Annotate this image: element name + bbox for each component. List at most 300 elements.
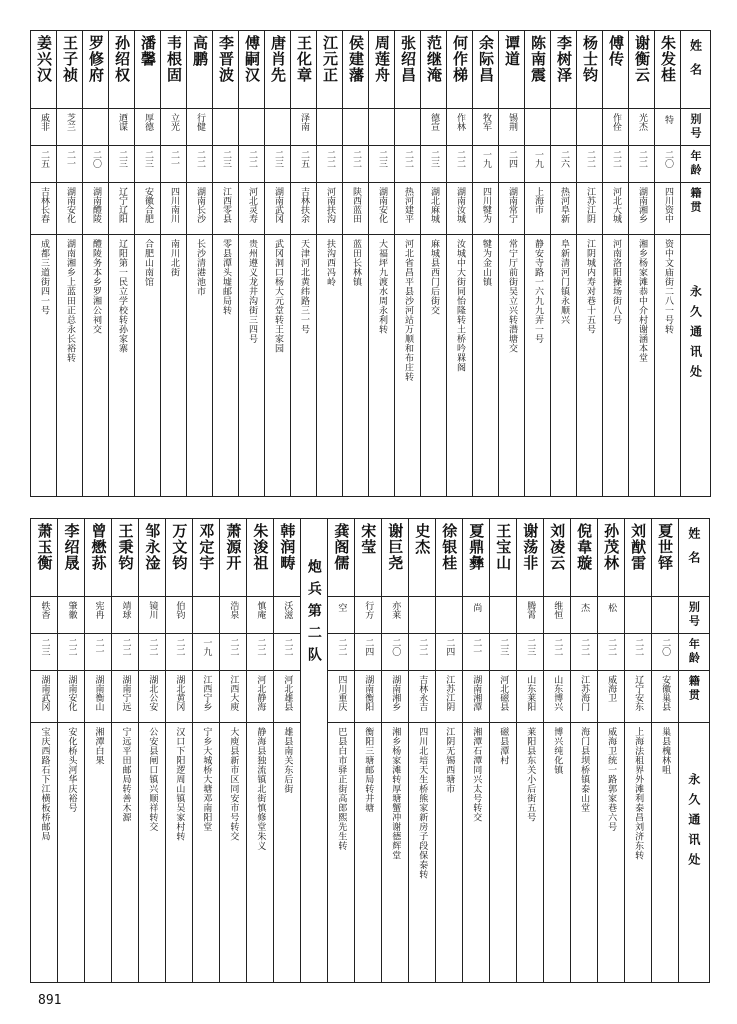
cell-address-text: 天津河北黄纬路三一号 [299,239,309,334]
cell-address-text: 江阴城内寿对巷十五号 [585,239,595,334]
header-address-text: 永久通讯处 [688,285,703,385]
cell-address [525,235,551,497]
cell-alias [327,597,354,634]
cell-alias [597,597,624,634]
cell-alias [192,597,219,634]
cell-address [138,723,165,983]
cell-alias [213,109,239,146]
cell-address [570,723,597,983]
cell-name-text: 萧玉衡 [35,523,54,571]
cell-name [473,31,499,109]
header-origin [681,183,711,235]
header-address [678,723,709,983]
cell-address [239,235,265,497]
cell-address-text: 博兴纯化镇 [552,727,563,775]
cell-address [291,235,317,497]
cell-origin [317,183,343,235]
cell-age [273,634,300,671]
cell-origin [381,671,408,723]
cell-address [213,235,239,497]
cell-origin [369,183,395,235]
cell-address-text: 四川北培天生桥熊家新房子段保泰转 [417,727,428,879]
cell-address [603,235,629,497]
cell-name-text: 陈南震 [529,35,547,83]
cell-alias [525,109,551,146]
cell-name-text: 杨士钧 [581,35,599,83]
cell-name [213,31,239,109]
cell-alias [246,597,273,634]
cell-age-text: 二二 [147,638,158,656]
cell-name-text: 曾懋荪 [89,523,108,571]
cell-age [138,634,165,671]
cell-origin-text: 辽宁安东 [633,675,644,711]
cell-alias [655,109,681,146]
cell-alias [84,597,111,634]
cell-origin [327,671,354,723]
cell-alias-text: 松 [606,603,617,612]
header-address [681,235,711,497]
cell-alias [161,109,187,146]
cell-address-text: 湘潭石潭同兴太号转交 [471,727,482,822]
cell-name [343,31,369,109]
cell-age [327,634,354,671]
cell-origin-text: 威海卫 [606,675,617,702]
cell-alias [489,597,516,634]
cell-alias-text: 伯钧 [174,601,185,619]
cell-origin [629,183,655,235]
cell-origin [525,183,551,235]
cell-name-text: 龚阁儒 [332,523,351,571]
cell-name-text: 朱浚祖 [251,523,270,571]
cell-origin [187,183,213,235]
cell-alias-text: 戚非 [39,113,49,131]
cell-age [447,146,473,183]
cell-origin [343,183,369,235]
cell-origin-text: 湖南安化 [377,187,387,223]
cell-alias [551,109,577,146]
cell-name [421,31,447,109]
cell-address-text: 成都三道街四一号 [39,239,49,315]
cell-address [543,723,570,983]
cell-address [343,235,369,497]
cell-origin-text: 吉林永吉 [417,675,428,711]
cell-address [246,723,273,983]
cell-address-text: 莱阳县东关小后街五号 [525,727,536,822]
cell-name [499,31,525,109]
cell-origin [291,183,317,235]
cell-address [462,723,489,983]
cell-alias-text: 迺谋 [117,113,127,131]
cell-address [499,235,525,497]
cell-origin-text: 河北雄县 [282,675,293,711]
cell-address [447,235,473,497]
cell-origin [138,671,165,723]
cell-age-text: 二二 [228,638,239,656]
cell-name-text: 李晋波 [217,35,235,83]
cell-origin [543,671,570,723]
cell-address-text: 河北省昌平县沙河站万顺和布庄转 [403,239,413,382]
cell-name [570,519,597,597]
cell-address-text: 辽阳第一民立学校转孙家寨 [117,239,127,353]
cell-address [187,235,213,497]
cell-name-text: 余际昌 [477,35,495,83]
cell-age-text: 二三 [221,150,231,168]
cell-age [489,634,516,671]
cell-origin [219,671,246,723]
cell-alias [291,109,317,146]
roster-table-bottom [30,518,710,983]
cell-origin [161,183,187,235]
cell-origin [597,671,624,723]
cell-origin-text: 湖南衡山 [93,675,104,711]
cell-age [84,634,111,671]
cell-age [525,146,551,183]
cell-origin-text: 湖南宁远 [120,675,131,711]
cell-alias-text: 亦莱 [390,601,401,619]
cell-age [369,146,395,183]
cell-origin-text: 江西零县 [221,187,231,223]
cell-origin [462,671,489,723]
cell-age-text: 二二 [455,150,465,168]
section-label-text: 炮兵第二队 [305,559,322,669]
cell-origin-text: 安徽合肥 [143,187,153,223]
cell-origin [265,183,291,235]
cell-age [187,146,213,183]
cell-origin [516,671,543,723]
cell-age [265,146,291,183]
cell-name [369,31,395,109]
cell-origin [489,671,516,723]
cell-name [187,31,213,109]
cell-name [543,519,570,597]
cell-alias [343,109,369,146]
cell-age [473,146,499,183]
cell-name [381,519,408,597]
cell-address-text: 零县潭头墟邮局转 [221,239,231,315]
cell-address [265,235,291,497]
cell-name-text: 江元正 [321,35,339,83]
cell-origin [551,183,577,235]
cell-origin [165,671,192,723]
cell-origin-text: 四川重庆 [336,675,347,711]
cell-age-text: 二〇 [91,150,101,168]
cell-name [31,31,57,109]
cell-address-text: 犍为金山镇 [481,239,491,287]
cell-name-text: 刘凌云 [548,523,567,571]
cell-origin [135,183,161,235]
cell-address-text: 汉口下阳逻周山镇吴家村转 [174,727,185,841]
cell-origin [624,671,651,723]
cell-name [135,31,161,109]
cell-age [57,634,84,671]
cell-origin [213,183,239,235]
header-name [681,31,711,109]
cell-address-text: 蓝田长林镇 [351,239,361,287]
cell-alias [57,597,84,634]
cell-age [165,634,192,671]
cell-name-text: 侯建藩 [347,35,365,83]
section-label [300,519,327,983]
cell-name-text: 夏鼎彝 [467,523,486,571]
cell-origin [57,671,84,723]
cell-name-text: 邹永淦 [143,523,162,571]
roster-table-top [30,30,711,497]
cell-origin-text: 安徽巢县 [660,675,671,711]
cell-alias-text: 牧军 [481,113,491,131]
cell-alias-text: 锡荆 [507,113,517,131]
cell-address [624,723,651,983]
cell-origin-text: 山东莱阳 [525,675,536,711]
cell-address [516,723,543,983]
cell-address [57,235,83,497]
cell-age [570,634,597,671]
cell-address-text: 贵州遵义龙井沟街三四号 [247,239,257,344]
cell-name [138,519,165,597]
cell-age [111,634,138,671]
cell-origin-text: 吉林长春 [39,187,49,223]
cell-origin [408,671,435,723]
cell-age [161,146,187,183]
cell-origin [651,671,678,723]
cell-age-text: 二四 [507,150,517,168]
cell-name-text: 王子祯 [61,35,79,83]
cell-name-text: 韩润畴 [278,523,297,571]
cell-name [629,31,655,109]
cell-address [165,723,192,983]
cell-alias [447,109,473,146]
cell-origin [31,671,58,723]
cell-alias-text: 行方 [363,601,374,619]
cell-name [435,519,462,597]
cell-alias-text: 泽南 [299,113,309,131]
cell-origin [109,183,135,235]
cell-alias [408,597,435,634]
cell-alias-text: 杰 [579,603,590,612]
cell-address-text: 汝城中大街同怡隆转土桥吟槑阁 [455,239,465,372]
cell-address [421,235,447,497]
cell-age [213,146,239,183]
cell-age [603,146,629,183]
cell-age [408,634,435,671]
cell-name-text: 范继淹 [425,35,443,83]
cell-name-text: 高鹏 [191,35,209,67]
cell-origin [435,671,462,723]
cell-age-text: 二四 [363,638,374,656]
cell-name-text: 谭道 [503,35,521,67]
cell-origin [273,671,300,723]
cell-alias [577,109,603,146]
cell-name-text: 韦根固 [165,35,183,83]
cell-age [421,146,447,183]
cell-name-text: 姜兴汉 [35,35,53,83]
cell-name [408,519,435,597]
cell-address-text: 扶沟西冯岭 [325,239,335,287]
cell-origin [473,183,499,235]
header-origin-text: 籍贯 [689,187,702,215]
cell-origin [570,671,597,723]
cell-name [354,519,381,597]
cell-origin-text: 陕西蓝田 [351,187,361,223]
cell-origin-text: 江苏海门 [579,675,590,711]
cell-name-text: 史杰 [413,523,432,555]
cell-alias [273,597,300,634]
cell-age-text: 二二 [174,638,185,656]
cell-alias [369,109,395,146]
cell-alias-text: 厚德 [143,113,153,131]
cell-address [273,723,300,983]
cell-age-text: 二二 [336,638,347,656]
cell-age [597,634,624,671]
cell-address-text: 湘潭白果 [93,727,104,765]
cell-origin-text: 湖南湘潭 [471,675,482,711]
cell-name [651,519,678,597]
cell-origin-text: 湖南汝城 [455,187,465,223]
cell-address [111,723,138,983]
cell-address [354,723,381,983]
cell-age [499,146,525,183]
cell-alias-text: 宪冉 [93,601,104,619]
cell-origin-text: 河北静海 [255,675,266,711]
cell-alias-text: 浩泉 [228,601,239,619]
cell-origin [31,183,57,235]
cell-age [655,146,681,183]
header-age [678,634,709,671]
cell-address-text: 公安县闸口镇兴顺祥转交 [147,727,158,832]
cell-address [551,235,577,497]
header-name-text: 姓名 [688,39,703,87]
cell-alias [421,109,447,146]
cell-name-text: 李树泽 [555,35,573,83]
cell-name [577,31,603,109]
cell-name-text: 朱发桂 [659,35,677,83]
page-number: 891 [38,993,62,1008]
cell-alias [603,109,629,146]
cell-origin-text: 湖南常宁 [507,187,517,223]
cell-address [84,723,111,983]
cell-alias-text: 维恒 [552,601,563,619]
cell-age [577,146,603,183]
cell-age [551,146,577,183]
cell-alias [219,597,246,634]
cell-origin-text: 河北大城 [611,187,621,223]
cell-name-text: 唐肖先 [269,35,287,83]
cell-alias [624,597,651,634]
cell-age-text: 二三 [117,150,127,168]
cell-name-text: 周莲舟 [373,35,391,83]
cell-alias [499,109,525,146]
cell-age-text: 二二 [351,150,361,168]
cell-address [369,235,395,497]
cell-age [239,146,265,183]
cell-name [161,31,187,109]
cell-alias [395,109,421,146]
cell-name [603,31,629,109]
cell-name [84,519,111,597]
cell-alias [516,597,543,634]
cell-name-text: 徐银桂 [440,523,459,571]
cell-address-text: 阜新清河门镇永顺兴 [559,239,569,325]
cell-origin-text: 河南扶沟 [325,187,335,223]
header-alias-text: 别号 [689,113,702,141]
cell-address-text: 长沙清港池市 [195,239,205,296]
cell-name-text: 张绍昌 [399,35,417,83]
cell-origin [354,671,381,723]
cell-name-text: 万文钧 [170,523,189,571]
cell-age-text: 二二 [633,638,644,656]
cell-name-text: 倪韋璇 [575,523,594,571]
cell-origin [84,671,111,723]
cell-address-text: 武冈洞口杨大元堂转王家园 [273,239,283,353]
cell-age-text: 二二 [585,150,595,168]
cell-alias-text: 立光 [169,113,179,131]
cell-address [473,235,499,497]
cell-address-text: 江阴无锡西塘市 [444,727,455,794]
cell-origin-text: 湖南安化 [65,187,75,223]
cell-origin-text: 湖南湘乡 [390,675,401,711]
cell-name [31,519,58,597]
cell-age-text: 二三 [377,150,387,168]
cell-name [165,519,192,597]
cell-address-text: 大福坪九渡水周永利转 [377,239,387,334]
cell-age-text: 一九 [533,150,543,168]
cell-alias-text: 靖球 [120,601,131,619]
cell-age [343,146,369,183]
header-age-text: 年龄 [689,150,702,178]
header-origin-text: 籍贯 [687,675,701,703]
cell-age [31,634,58,671]
cell-alias [354,597,381,634]
cell-name [291,31,317,109]
cell-alias-text: 行健 [195,113,205,131]
cell-address-text: 湘乡杨家滩转厚塘蟹冲谢德辉堂 [390,727,401,860]
cell-alias [187,109,213,146]
cell-name [83,31,109,109]
cell-age-text: 二三 [525,638,536,656]
cell-address-text: 常宁厅前街吴立兴转潜塘交 [507,239,517,353]
cell-name-text: 孙茂林 [602,523,621,571]
cell-alias [462,597,489,634]
cell-address [57,723,84,983]
cell-address [192,723,219,983]
cell-origin [395,183,421,235]
cell-origin-text: 辽宁辽阳 [117,187,127,223]
cell-age [135,146,161,183]
cell-age [31,146,57,183]
cell-address [109,235,135,497]
cell-age-text: 二二 [552,638,563,656]
cell-alias-text: 空 [336,603,347,612]
cell-origin-text: 湖北麻城 [429,187,439,223]
cell-name [624,519,651,597]
cell-name-text: 王秉钧 [116,523,135,571]
cell-alias-text: 特 [663,115,673,124]
cell-age-text: 二二 [255,638,266,656]
cell-origin-text: 热河建平 [403,187,413,223]
cell-address-text: 湘乡杨家滩恭中介村谢涵本堂 [637,239,647,363]
cell-origin-text: 河北磁县 [498,675,509,711]
cell-age [381,634,408,671]
cell-address [219,723,246,983]
cell-alias-text: 光杰 [637,113,647,131]
cell-address [161,235,187,497]
cell-address-text: 大庾县新市区同安市号转交 [228,727,239,841]
cell-origin [83,183,109,235]
cell-name-text: 罗修府 [87,35,105,83]
cell-age-text: 二〇 [663,150,673,168]
cell-age-text: 二二 [611,150,621,168]
cell-address-text: 威海卫统一路郭家巷六号 [606,727,617,832]
cell-name-text: 李绍晟 [62,523,81,571]
